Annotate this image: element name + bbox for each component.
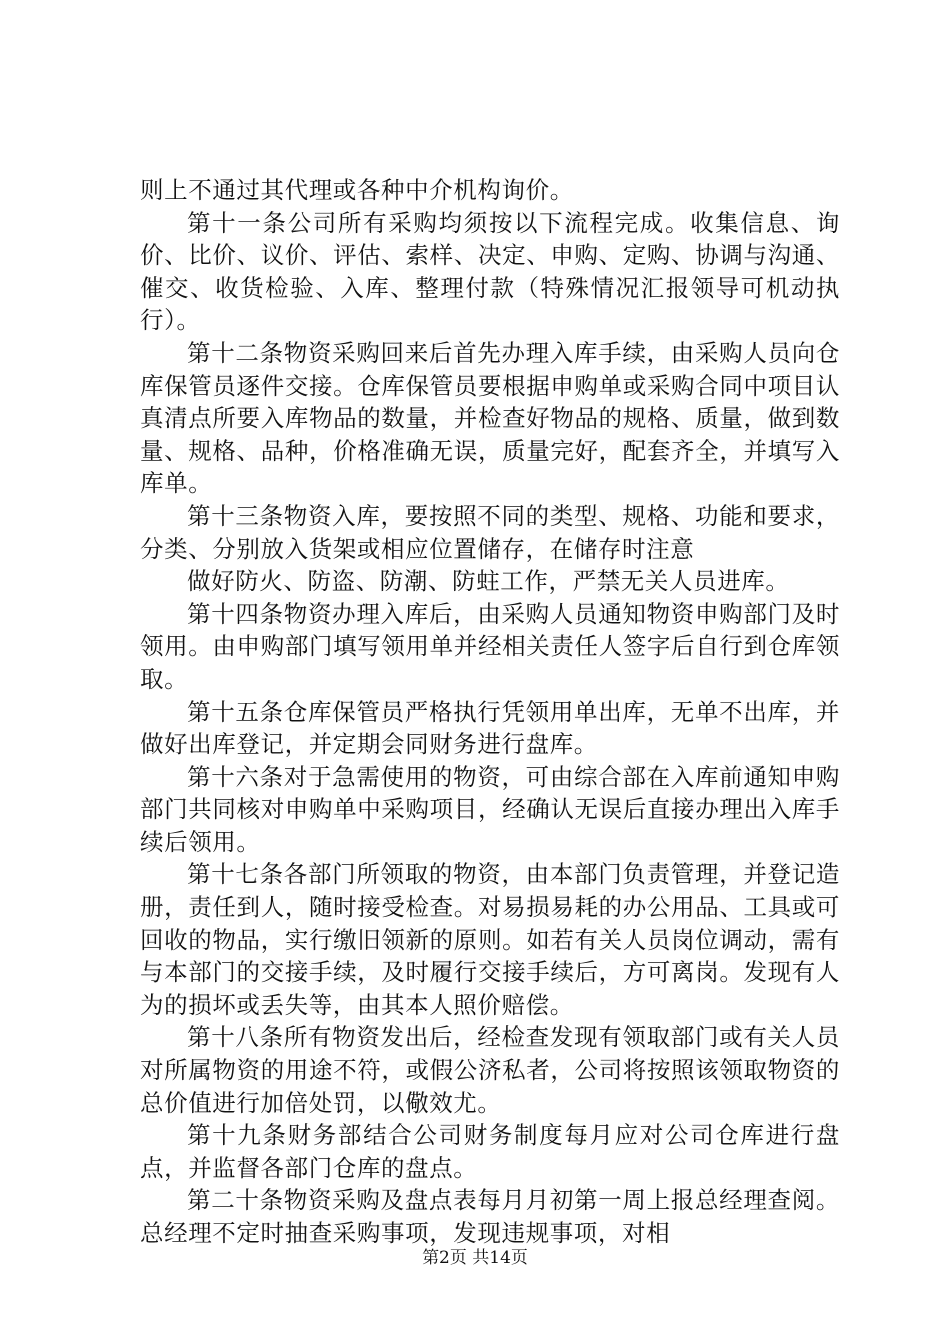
page-footer <box>0 1243 950 1268</box>
paragraph-article-19: 第十九条财务部结合公司财务制度每月应对公司仓库进行盘点，并监督各部门仓库的盘点。 <box>140 1121 840 1182</box>
paragraph-article-16: 第十六条对于急需使用的物资，可由综合部在入库前通知申购部门共同核对申购单中采购项目，经确认无误后直接办理出入库手续后领用。 <box>140 762 840 856</box>
paragraph-article-14: 第十四条物资办理入库后，由采购人员通知物资申购部门及时领用。由申购部门填写领用单并经相关责任人签字后自行到仓库领取。 <box>140 599 840 693</box>
paragraph-article-15: 第十五条仓库保管员严格执行凭领用单出库，无单不出库，并做好出库登记，并定期会同财务进行盘库。 <box>140 697 840 759</box>
document-body <box>140 174 840 1250</box>
paragraph-article-18: 第十八条所有物资发出后，经检查发现有领取部门或有关人员对所属物资的用途不符，或假公济私者，公司将按照该领取物资的总价值进行加倍处罚，以儆效尤。 <box>140 1023 840 1117</box>
paragraph-article-11: 第十一条公司所有采购均须按以下流程完成。收集信息、询价、比价、议价、评估、索样、决定、申购、定购、协调与沟通、催交、收货检验、入库、整理付款（特殊情况汇报领导可机动执行）。 <box>140 208 840 335</box>
paragraph-article-20: 第二十条物资采购及盘点表每月月初第一周上报总经理查阅。总经理不定时抽查采购事项，发现违规事项，对相 <box>140 1186 840 1247</box>
paragraph-article-17: 第十七条各部门所领取的物资，由本部门负责管理，并登记造册，责任到人，随时接受检查。对易损易耗的办公用品、工具或可回收的物品，实行缴旧领新的原则。如若有关人员岗位调动，需有与本部门的交接手续，及时履行交接手续后，方可离岗。发现有人为的损坏或丢失等，由其本人照价赔偿。 <box>140 860 840 1019</box>
paragraph-article-12: 第十二条物资采购回来后首先办理入库手续，由采购人员向仓库保管员逐件交接。仓库保管员要根据申购单或采购合同中项目认真清点所要入库物品的数量，并检查好物品的规格、质量，做到数量、规格、品种，价格准确无误，质量完好，配套齐全，并填写入库单。 <box>140 338 840 498</box>
paragraph-article-13-continued: 做好防火、防盗、防潮、防蛀工作，严禁无关人员进库。 <box>187 567 790 596</box>
paragraph-continuation: 则上不通过其代理或各种中介机构询价。 <box>140 176 574 204</box>
paragraph-article-13: 第十三条物资入库，要按照不同的类型、规格、功能和要求，分类、分别放入货架或相应位置储存，在储存时注意 <box>140 501 840 563</box>
page-number-label: 第2页 共14页 <box>422 1248 528 1268</box>
